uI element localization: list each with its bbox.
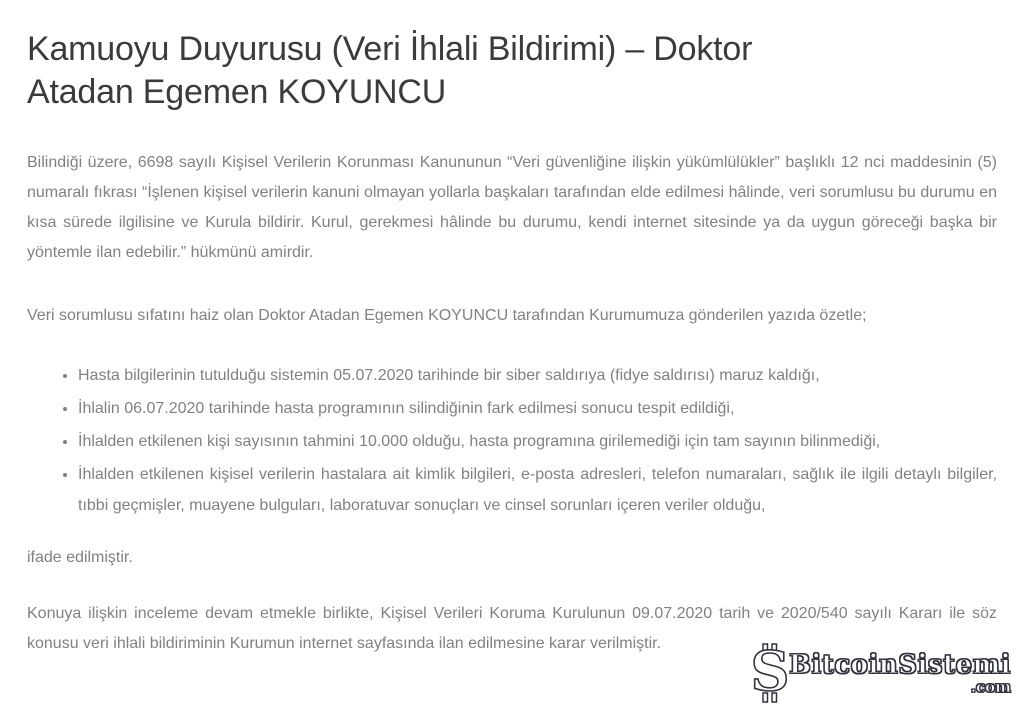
watermark-text bbox=[788, 649, 1011, 696]
list-item: • İhlalden etkilenen kişi sayısının tahmini 10.000 olduğu, hasta programına girilemediği için tam sayının bilinmediği, bbox=[78, 426, 997, 457]
intro-paragraph: Bilindiği üzere, 6698 sayılı Kişisel Verilerin Korunması Kanununun “Veri güvenliğine ilişkin yükümlülükler” başlıklı 12 nci maddesinin (5) numaralı fıkrası “İşlenen kişisel verilerin kanuni olmayan yollarla başkaları tarafından elde edilmesi hâlinde, veri sorumlusu bu durumu en kısa sürede ilgilisine ve Kurula bildirir. Kurul, gerekmesi hâlinde bu durumu, kendi internet sitesinde ya da uygun göreceği başka bir yöntemle ilan edebilir.” hükmünü amirdir. bbox=[27, 154, 997, 261]
closing-statement: ifade edilmiştir. bbox=[27, 549, 133, 566]
page-title-line2: Atadan Egemen KOYUNCU bbox=[27, 73, 447, 111]
data-controller-paragraph: Veri sorumlusu sıfatını haiz olan Doktor Atadan Egemen KOYUNCU tarafından Kurumumuza gönderilen yazıda özetle; bbox=[27, 307, 867, 324]
bitcoinsistemi-watermark bbox=[748, 643, 1011, 703]
list-item: • İhlalin 06.07.2020 tarihinde hasta programının silindiğinin fark edilmesi sonucu tespit edildiği, bbox=[78, 393, 997, 424]
breach-details-list bbox=[27, 360, 997, 521]
page-title-line1: Kamuoyu Duyurusu (Veri İhlali Bildirimi) – Doktor bbox=[27, 30, 753, 68]
list-item: • İhlalden etkilenen kişisel verilerin hastalara ait kimlik bilgileri, e-posta adresleri, telefon numaraları, sağlık ile ilgili detaylı bilgiler, tıbbi geçmişler, muayene bulguları, laboratuvar sonuçları ve cinsel sorunları içeren veriler olduğu, bbox=[78, 459, 997, 521]
watermark-brand-label: BitcoinSistemi bbox=[788, 649, 1011, 680]
svg-text:S: S bbox=[750, 643, 790, 703]
list-item: • Hasta bilgilerinin tutulduğu sistemin 05.07.2020 tarihinde bir siber saldırıya (fidye saldırısı) maruz kaldığı, bbox=[78, 360, 997, 391]
decision-paragraph: Konuya ilişkin inceleme devam etmekle birlikte, Kişisel Verileri Koruma Kurulunun 09.07.2020 tarih ve 2020/540 sayılı Kararı ile söz konusu veri ihlali bildiriminin Kurumun internet sayfasında ilan edilmesine karar verilmiştir. bbox=[27, 605, 997, 652]
watermark-tld-label: .com bbox=[970, 677, 1011, 696]
bitcoin-s-icon bbox=[748, 643, 792, 703]
page-title bbox=[27, 28, 997, 114]
